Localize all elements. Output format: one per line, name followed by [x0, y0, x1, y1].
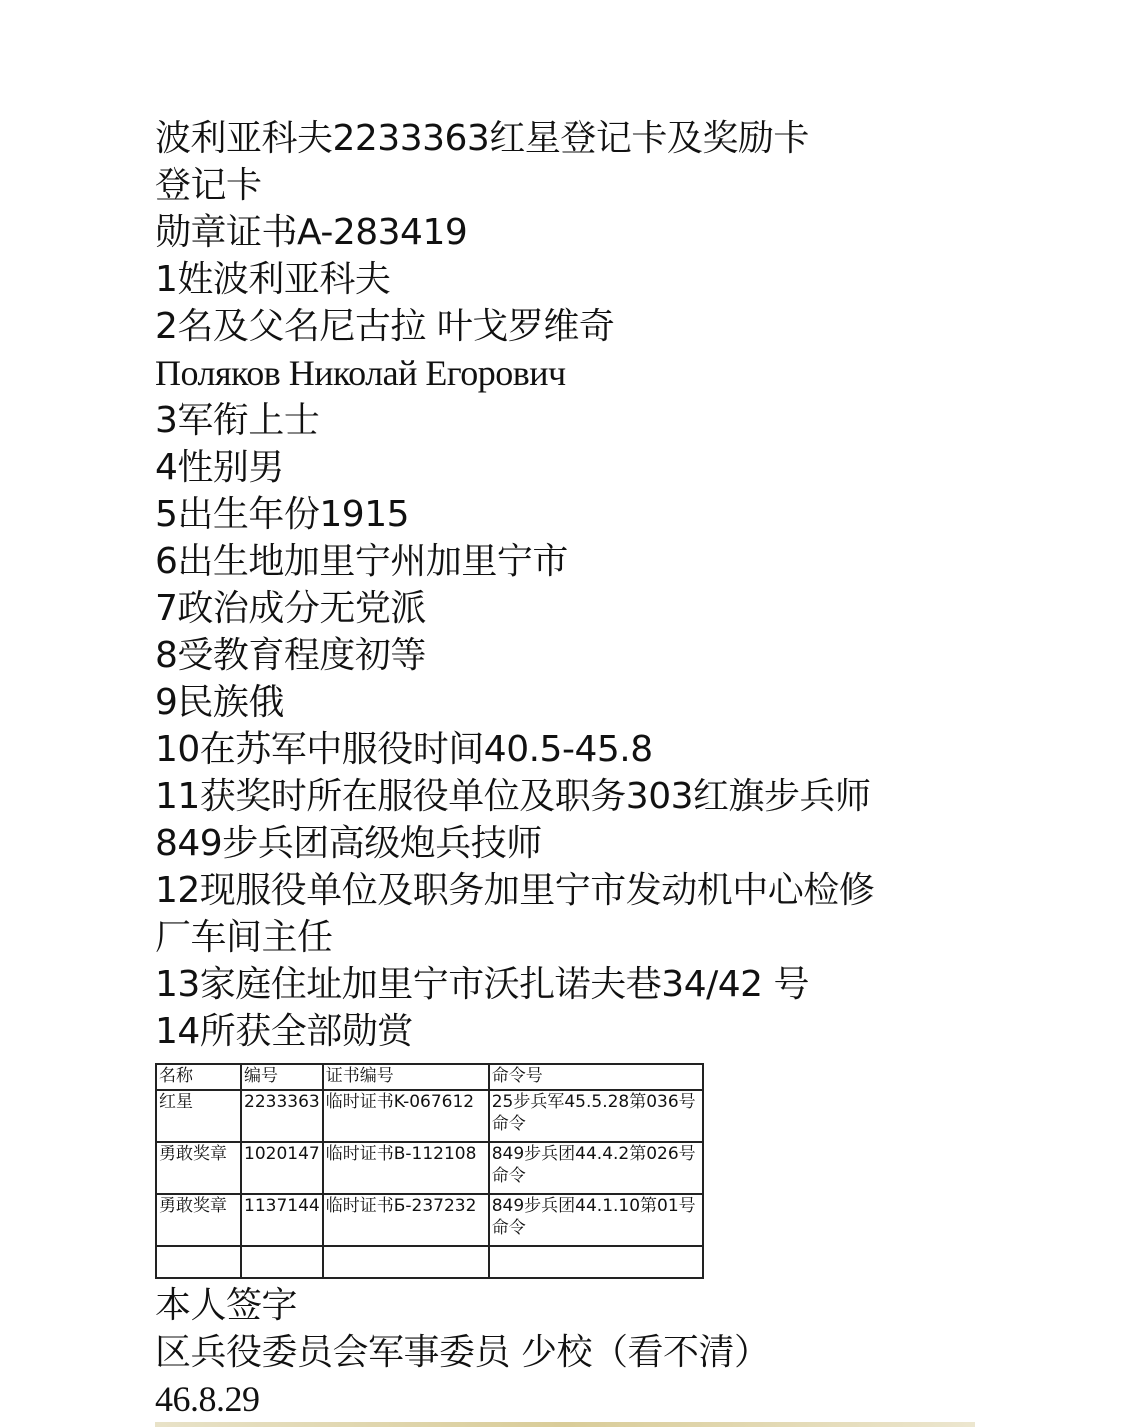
field-surname: 1姓波利亚科夫	[155, 259, 391, 300]
certificate-number: 临时证书K-067612	[323, 1090, 489, 1142]
field-birth-year: 5出生年份1915	[155, 494, 410, 535]
paper-edge	[155, 1422, 975, 1427]
order-number: 849步兵团44.1.10第01号命令	[489, 1194, 703, 1246]
field-address: 13家庭住址加里宁市沃扎诺夫巷34/42 号	[155, 964, 809, 1005]
table-row	[156, 1090, 703, 1142]
award-name: 勇敢奖章	[156, 1194, 241, 1246]
table-row	[156, 1142, 703, 1194]
footer-text	[155, 1282, 769, 1423]
order-number: 849步兵团44.4.2第026号命令	[489, 1142, 703, 1194]
field-award-unit-cont: 849步兵团高级炮兵技师	[155, 823, 542, 864]
awards-table	[155, 1063, 704, 1279]
field-education: 8受教育程度初等	[155, 635, 426, 676]
award-number: 1020147	[241, 1142, 323, 1194]
empty-cell	[489, 1246, 703, 1278]
field-award-unit: 11获奖时所在服役单位及职务303红旗步兵师	[155, 776, 871, 817]
award-number: 2233363	[241, 1090, 323, 1142]
signature-label: 本人签字	[155, 1285, 298, 1326]
empty-cell	[241, 1246, 323, 1278]
table-header-row	[156, 1064, 703, 1090]
certificate-number: 临时证书Б-237232	[323, 1194, 489, 1246]
award-number: 1137144	[241, 1194, 323, 1246]
empty-cell	[156, 1246, 241, 1278]
field-current-unit-cont: 厂车间主任	[155, 917, 333, 958]
field-party: 7政治成分无党派	[155, 588, 426, 629]
card-text	[155, 115, 874, 1055]
field-rank: 3军衔上士	[155, 400, 320, 441]
column-header: 证书编号	[323, 1064, 489, 1090]
field-sex: 4性别男	[155, 447, 284, 488]
column-header: 命令号	[489, 1064, 703, 1090]
commissioner-line: 区兵役委员会军事委员 少校（看不清）	[155, 1332, 770, 1373]
field-nationality: 9民族俄	[155, 682, 284, 723]
table-row	[156, 1194, 703, 1246]
field-name-russian: Поляков Николай Егорович	[155, 353, 566, 393]
certificate-number: 勋章证书A-283419	[155, 212, 468, 253]
award-name: 勇敢奖章	[156, 1142, 241, 1194]
empty-cell	[323, 1246, 489, 1278]
field-service-period: 10在苏军中服役时间40.5-45.8	[155, 729, 653, 770]
award-name: 红星	[156, 1090, 241, 1142]
field-name: 2名及父名尼古拉 叶戈罗维奇	[155, 306, 615, 347]
column-header: 名称	[156, 1064, 241, 1090]
order-number: 25步兵军45.5.28第036号命令	[489, 1090, 703, 1142]
certificate-number: 临时证书B-112108	[323, 1142, 489, 1194]
column-header: 编号	[241, 1064, 323, 1090]
section-heading: 登记卡	[155, 165, 262, 206]
field-birthplace: 6出生地加里宁州加里宁市	[155, 541, 568, 582]
document-title: 波利亚科夫2233363红星登记卡及奖励卡	[155, 118, 809, 159]
table-row-empty	[156, 1246, 703, 1278]
date: 46.8.29	[155, 1379, 260, 1419]
field-awards-heading: 14所获全部勋赏	[155, 1011, 413, 1052]
field-current-unit: 12现服役单位及职务加里宁市发动机中心检修	[155, 870, 875, 911]
